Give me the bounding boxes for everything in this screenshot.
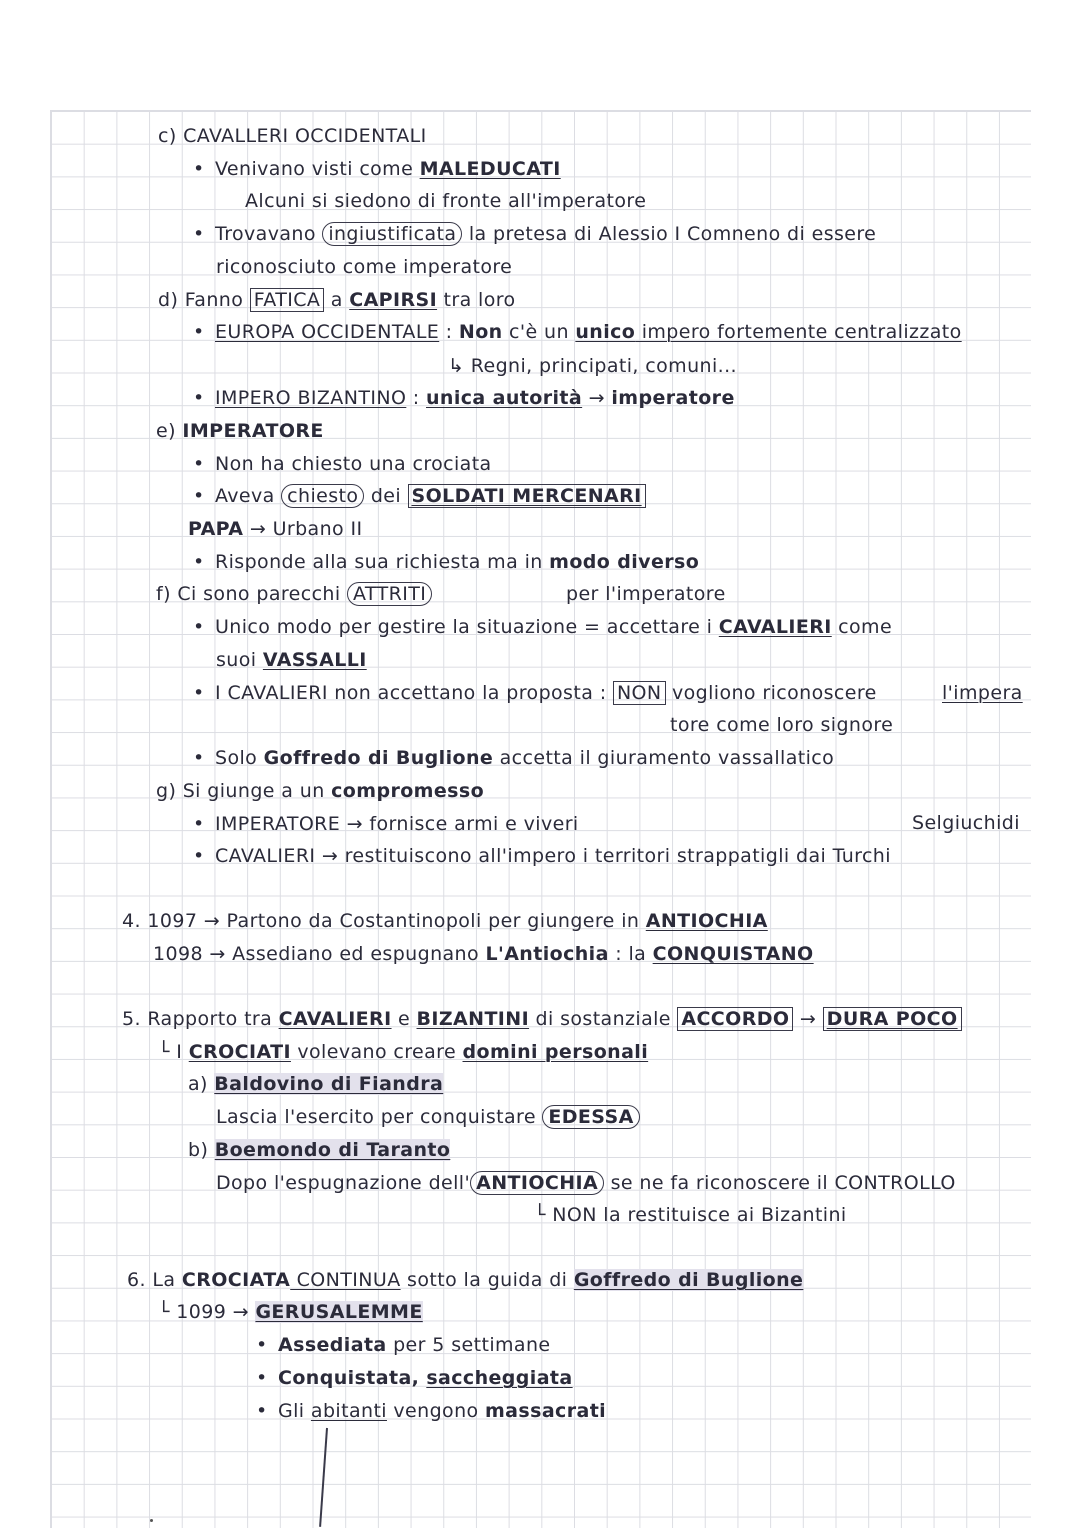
note-line: • I CAVALIERI non accettano la proposta : NON vogliono riconoscere (193, 682, 877, 704)
note-line: • EUROPA OCCIDENTALE : Non c'è un unico impero fortemente centralizzato (193, 321, 962, 343)
note-line: • Solo Goffredo di Buglione accetta il giuramento vassallatico (193, 747, 835, 769)
note-line: 1098 → Assediano ed espugnano L'Antiochia : la CONQUISTANO (153, 943, 814, 965)
note-line: tore come loro signore (670, 714, 894, 736)
note-line: • Trovavano ingiustificata la pretesa di Alessio I Comneno di essere (193, 223, 877, 245)
note-line: • IMPERATORE → fornisce armi e viveri (193, 813, 579, 835)
note-line: └ I CROCIATI volevano creare domini personali (158, 1041, 649, 1063)
note-line: • Assediata per 5 settimane (256, 1334, 551, 1356)
note-line: • Risponde alla sua richiesta ma in modo diverso (193, 551, 700, 573)
note-line: • Venivano visti come MALEDUCATI (193, 158, 561, 180)
note-line: b) Boemondo di Taranto (188, 1139, 451, 1161)
note-line: suoi VASSALLI (216, 649, 367, 671)
note-line: • IMPERO BIZANTINO : unica autorità → imperatore (193, 387, 735, 409)
pen-dot (150, 1519, 153, 1522)
note-line: └ 1099 → GERUSALEMME (158, 1301, 423, 1323)
section-e-title: e) IMPERATORE (156, 420, 324, 442)
section-4: 4. 1097 → Partono da Costantinopoli per giungere in ANTIOCHIA (122, 910, 768, 932)
note-line: PAPA → Urbano II (188, 518, 363, 540)
note-line: • Conquistata, saccheggiata (256, 1367, 573, 1389)
section-c-title: c) CAVALLERI OCCIDENTALI (158, 125, 427, 147)
note-line: • Aveva chiesto dei SOLDATI MERCENARI (193, 484, 646, 508)
note-line: l'impera (942, 682, 1023, 704)
section-d-title: d) Fanno FATICA a CAPIRSI tra loro (158, 289, 516, 311)
note-line: • Unico modo per gestire la situazione = accettare i CAVALIERI come (193, 616, 893, 638)
note-line: Selgiuchidi (912, 812, 1020, 834)
note-line: • Non ha chiesto una crociata (193, 453, 492, 475)
note-line: riconosciuto come imperatore (216, 256, 513, 278)
note-line: └ NON la restituisce ai Bizantini (534, 1204, 847, 1226)
note-line: • Gli abitanti vengono massacrati (256, 1400, 607, 1422)
section-f-title: f) Ci sono parecchi ATTRITI (156, 582, 432, 606)
note-line: Alcuni si siedono di fronte all'imperatore (245, 190, 647, 212)
section-5: 5. Rapporto tra CAVALIERI e BIZANTINI di sostanziale ACCORDO → DURA POCO (122, 1007, 962, 1031)
note-line: Dopo l'espugnazione dell' ANTIOCHIA se ne fa riconoscere il CONTROLLO (216, 1172, 956, 1194)
section-g-title: g) Si giunge a un compromesso (156, 780, 485, 802)
note-line: per l'imperatore (566, 583, 726, 605)
note-line: a) Baldovino di Fiandra (188, 1073, 444, 1095)
note-line: • CAVALIERI → restituiscono all'impero i territori strappatigli dai Turchi (193, 845, 891, 867)
note-line: ↳ Regni, principati, comuni... (448, 355, 737, 377)
note-line: Lascia l'esercito per conquistare EDESSA (216, 1105, 640, 1129)
section-6: 6. La CROCIATA CONTINUA sotto la guida di Goffredo di Buglione (127, 1269, 804, 1291)
